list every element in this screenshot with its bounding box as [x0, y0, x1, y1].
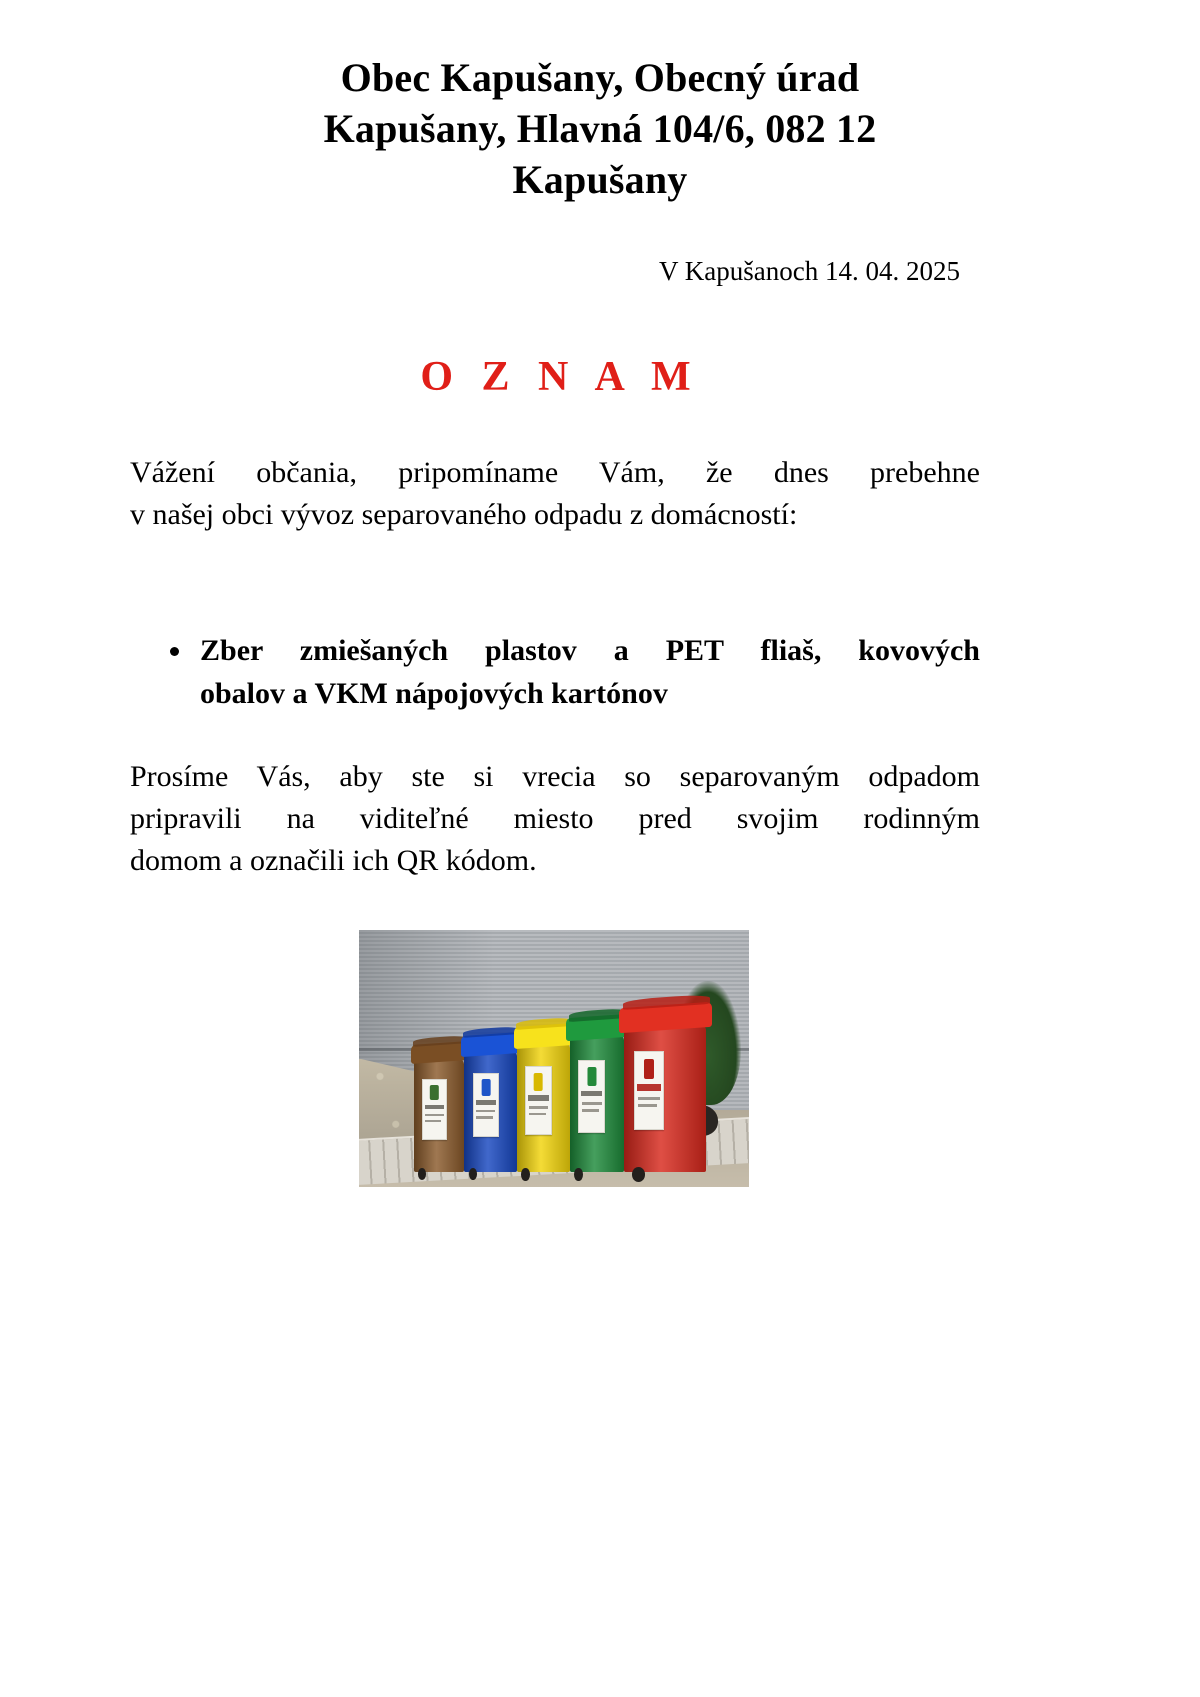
label-body-text	[425, 1114, 444, 1116]
bin-brown	[414, 1059, 465, 1172]
bullet-line-2: obalov a VKM nápojových kartónov	[200, 676, 668, 710]
intro-line-1: Vážení občania, pripomíname Vám, že dnes prebehne	[130, 456, 980, 489]
recycle-symbol-icon	[430, 1085, 438, 1100]
waste-type-list	[130, 630, 980, 715]
closing-line-3: domom a označili ich QR kódom.	[130, 844, 537, 877]
intro-paragraph	[130, 452, 980, 536]
recycle-symbol-icon	[481, 1079, 490, 1095]
bin-label	[525, 1066, 551, 1135]
bullet-line-1: Zber zmiešaných plastov a PET fliaš, kovových	[200, 634, 980, 667]
label-title-text	[528, 1095, 548, 1100]
bullet-dot-icon	[170, 647, 179, 656]
closing-paragraph	[130, 756, 980, 882]
label-body-text	[425, 1120, 441, 1122]
label-body-text	[529, 1106, 548, 1109]
label-body-text	[638, 1097, 660, 1100]
label-body-text	[582, 1102, 602, 1105]
date-line: V Kapušanoch 14. 04. 2025	[659, 256, 960, 286]
label-body-text	[476, 1116, 493, 1119]
bin-wheel	[418, 1168, 426, 1179]
list-item	[130, 630, 980, 715]
header-line-1: Obec Kapušany, Obecný úrad	[340, 55, 860, 100]
recycling-bins-photo	[359, 930, 749, 1187]
bin-wheel	[574, 1168, 583, 1182]
header-line-2: Kapušany, Hlavná 104/6, 082 12	[323, 106, 877, 152]
label-body-text	[476, 1110, 495, 1113]
label-body-text	[638, 1104, 657, 1107]
bin-wheel	[521, 1168, 529, 1181]
label-body-text	[529, 1113, 546, 1116]
label-title-text	[425, 1105, 445, 1110]
bin-red	[624, 1025, 706, 1171]
recycle-symbol-icon	[644, 1059, 654, 1079]
bin-green	[570, 1035, 625, 1171]
label-body-text	[582, 1109, 600, 1112]
recycle-symbol-icon	[534, 1073, 543, 1090]
closing-line-1: Prosíme Vás, aby ste si vrecia so separovaným odpadom	[130, 760, 980, 793]
label-title-text	[581, 1091, 602, 1097]
header-line-3: Kapušany	[512, 157, 688, 203]
intro-line-2: v našej obci vývoz separovaného odpadu z domácností:	[130, 498, 798, 531]
bin-label	[422, 1079, 447, 1140]
bin-blue	[464, 1051, 517, 1172]
label-title-text	[476, 1100, 496, 1105]
bin-yellow	[517, 1043, 570, 1172]
closing-line-2: pripravili na viditeľné miesto pred svojim rodinným	[130, 802, 980, 835]
notice-title: O Z N A M	[420, 354, 700, 400]
bin-label	[578, 1060, 605, 1133]
recycle-symbol-icon	[587, 1067, 596, 1085]
label-title-text	[637, 1084, 660, 1090]
bin-wheel	[469, 1168, 477, 1180]
document-header	[160, 52, 1040, 206]
bin-label	[634, 1051, 664, 1129]
bin-label	[473, 1073, 499, 1138]
